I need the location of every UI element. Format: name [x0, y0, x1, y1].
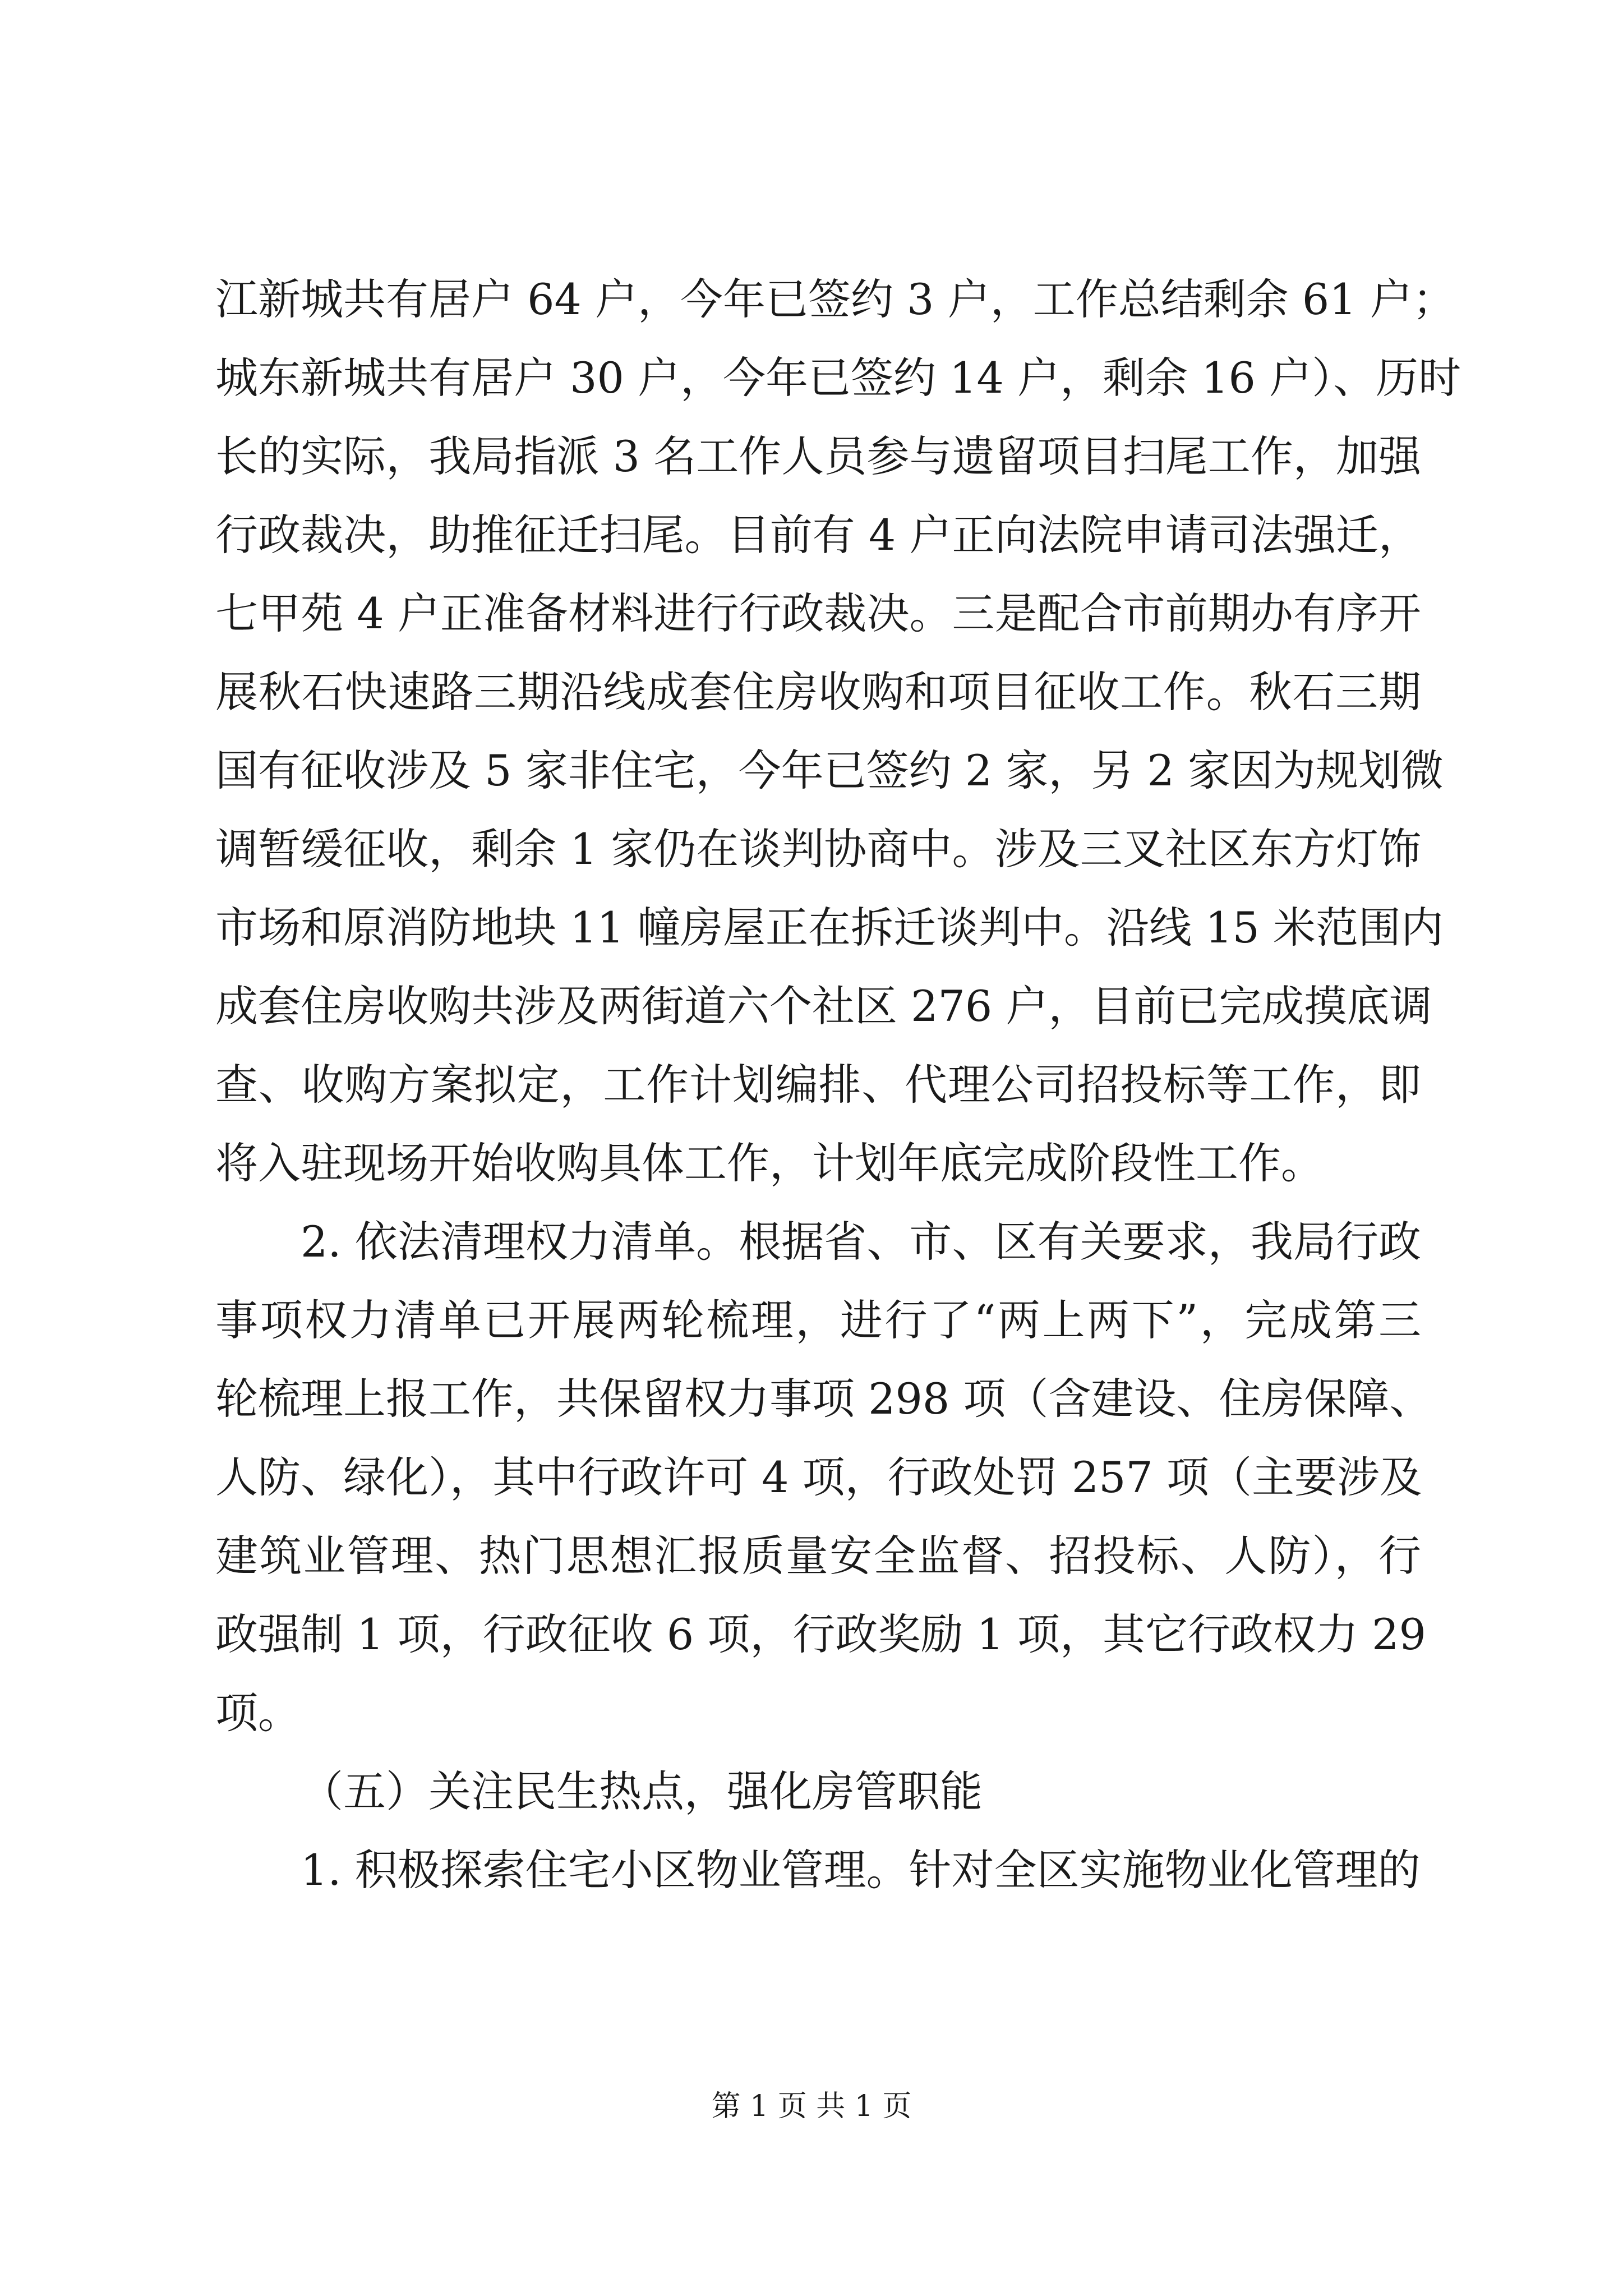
text-line: 项。	[215, 1688, 301, 1738]
text-line: 城东新城共有居户 30 户，今年已签约 14 户，剩余 16 户）、历时	[215, 353, 1461, 403]
text-line: 事项权力清单已开展两轮梳理，进行了“两上两下”，完成第三	[215, 1295, 1421, 1345]
paragraph-start-line: 2. 依法清理权力清单。根据省、市、区有关要求，我局行政	[301, 1217, 1421, 1267]
text-line: 江新城共有居户 64 户，今年已签约 3 户，工作总结剩余 61 户；	[215, 274, 1455, 324]
text-line: 成套住房收购共涉及两街道六个社区 276 户，目前已完成摸底调	[215, 981, 1432, 1031]
text-line: 政强制 1 项，行政征收 6 项，行政奖励 1 项，其它行政权力 29	[215, 1609, 1426, 1659]
text-line: 轮梳理上报工作，共保留权力事项 298 项（含建设、住房保障、	[215, 1374, 1432, 1424]
text-line: 将入驻现场开始收购具体工作，计划年底完成阶段性工作。	[215, 1138, 1324, 1188]
text-line: 查、收购方案拟定，工作计划编排、代理公司招投标等工作，即	[215, 1060, 1421, 1110]
text-line: 建筑业管理、热门思想汇报质量安全监督、招投标、人防），行	[215, 1531, 1421, 1581]
paragraph-start-line: 1. 积极探索住宅小区物业管理。针对全区实施物业化管理的	[301, 1845, 1421, 1895]
text-line: 调暂缓征收，剩余 1 家仍在谈判协商中。涉及三叉社区东方灯饰	[215, 824, 1421, 874]
document-body	[215, 260, 1461, 1910]
text-line: 国有征收涉及 5 家非住宅，今年已签约 2 家，另 2 家因为规划微	[215, 746, 1444, 795]
text-line: 长的实际，我局指派 3 名工作人员参与遗留项目扫尾工作，加强	[215, 431, 1421, 481]
text-line: 展秋石快速路三期沿线成套住房收购和项目征收工作。秋石三期	[215, 667, 1421, 717]
section-heading: （五）关注民生热点，强化房管职能	[301, 1766, 983, 1816]
page-footer: 第 1 页 共 1 页	[711, 2090, 912, 2123]
text-line: 行政裁决，助推征迁扫尾。目前有 4 户正向法院申请司法强迁，	[215, 510, 1421, 560]
text-line: 人防、绿化），其中行政许可 4 项，行政处罚 257 项（主要涉及	[215, 1452, 1423, 1502]
text-line: 七甲苑 4 户正准备材料进行行政裁决。三是配合市前期办有序开	[215, 588, 1421, 638]
text-line: 市场和原消防地块 11 幢房屋正在拆迁谈判中。沿线 15 米范围内	[215, 903, 1444, 953]
